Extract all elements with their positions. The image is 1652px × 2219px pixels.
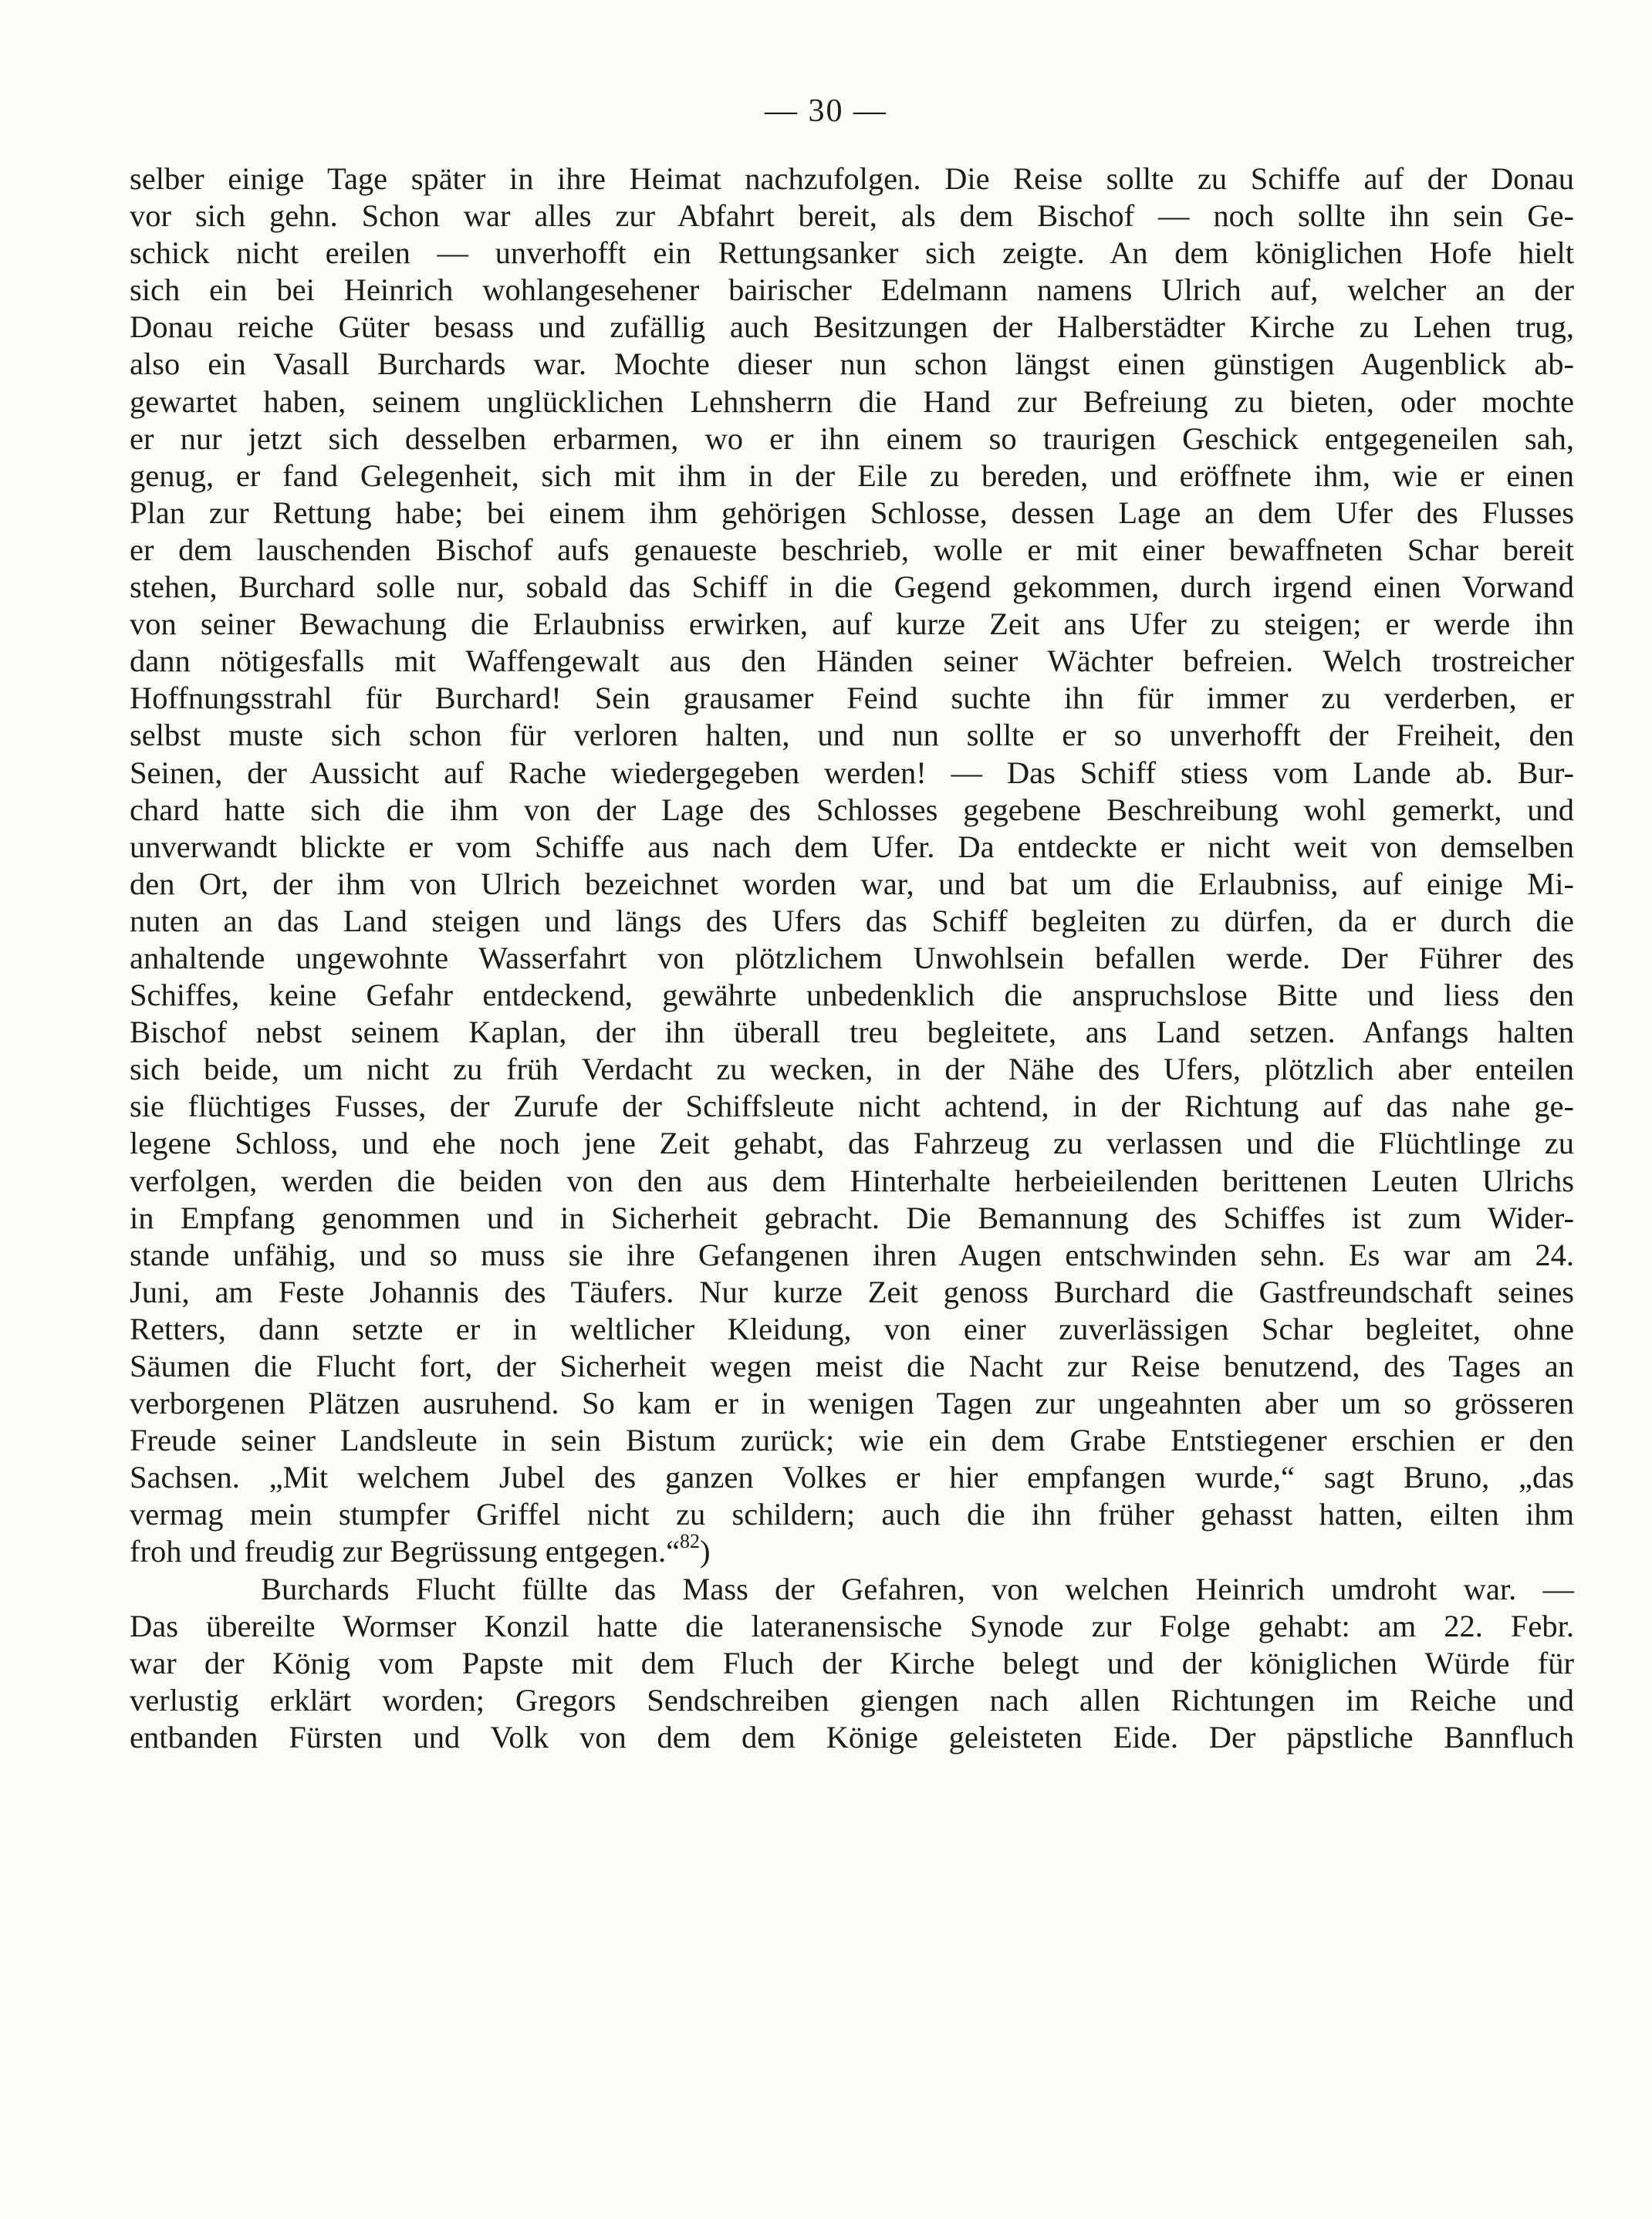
text-line: legene Schloss, und ehe noch jene Zeit gehabt, das Fahrzeug zu verlassen und die Flüchtlinge zu [130,1126,1574,1161]
text-line: in Empfang genommen und in Sicherheit gebracht. Die Bemannung des Schiffes ist zum Wider- [130,1200,1574,1235]
text-line: verborgenen Plätzen ausruhend. So kam er in wenigen Tagen zur ungeahnten aber um so grösseren [130,1386,1574,1421]
text-line: stehen, Burchard solle nur, sobald das Schiff in die Gegend gekommen, durch irgend einen Vorwand [130,569,1574,605]
body-text [130,160,1574,1756]
paragraph-2 [130,1571,1574,1756]
text-line: sich ein bei Heinrich wohlangesehener bairischer Edelmann namens Ulrich auf, welcher an der [130,272,1574,308]
text-line: Juni, am Feste Johannis des Täufers. Nur kurze Zeit genoss Burchard die Gastfreundschaft seines [130,1274,1574,1309]
text-line: er dem lauschenden Bischof aufs genaueste beschrieb, wolle er mit einer bewaffneten Schar bereit [130,532,1574,567]
text-line: war der König vom Papste mit dem Fluch der Kirche belegt und der königlichen Würde für [130,1645,1574,1680]
text-line: genug, er fand Gelegenheit, sich mit ihm in der Eile zu bereden, und eröffnete ihm, wie er einen [130,458,1574,493]
paragraph-1 [130,160,1574,1571]
footnote-reference: 82 [680,1529,701,1552]
text-line: vor sich gehn. Schon war alles zur Abfahrt bereit, als dem Bischof — noch sollte ihn sein Ge- [130,198,1574,234]
text-line: Sachsen. „Mit welchem Jubel des ganzen Volkes er hier empfangen wurde,“ sagt Bruno, „das [130,1460,1574,1495]
text-line-content: froh und freudig zur Begrüssung entgegen.“ [130,1534,681,1569]
text-line: Hoffnungsstrahl für Burchard! Sein grausamer Feind suchte ihn für immer zu verderben, er [130,681,1574,716]
text-line: Plan zur Rettung habe; bei einem ihm gehörigen Schlosse, dessen Lage an dem Ufer des Flusses [130,495,1574,530]
text-line: Retters, dann setzte er in weltlicher Kleidung, von einer zuverlässigen Schar begleitet, ohne [130,1311,1574,1346]
text-line: entbanden Fürsten und Volk von dem dem Könige geleisteten Eide. Der päpstliche Bannfluch [130,1719,1574,1755]
text-line: chard hatte sich die ihm von der Lage des Schlosses gegebene Beschreibung wohl gemerkt, und [130,792,1574,827]
text-line: Das übereilte Wormser Konzil hatte die lateranensische Synode zur Folge gehabt: am 22. Febr. [130,1608,1574,1643]
text-line: dann nötigesfalls mit Waffengewalt aus den Händen seiner Wächter befreien. Welch trostreicher [130,643,1574,679]
page-number: — 30 — [765,93,887,129]
text-line: Säumen die Flucht fort, der Sicherheit wegen meist die Nacht zur Reise benutzend, des Tages an [130,1349,1574,1383]
text-line: stande unfähig, und so muss sie ihre Gefangenen ihren Augen entschwinden sehn. Es war am 24. [130,1237,1574,1272]
text-line: er nur jetzt sich desselben erbarmen, wo er ihn einem so traurigen Geschick entgegeneilen sah, [130,420,1574,456]
text-line: nuten an das Land steigen und längs des Ufers das Schiff begleiten zu dürfen, da er durch die [130,903,1574,938]
text-line-last [130,1529,1574,1570]
text-line: selbst muste sich schon für verloren halten, und nun sollte er so unverhofft der Freiheit, den [130,718,1574,753]
text-line: also ein Vasall Burchards war. Mochte dieser nun schon längst einen günstigen Augenblick ab- [130,346,1574,382]
text-line: schick nicht ereilen — unverhofft ein Rettungsanker sich zeigte. An dem königlichen Hofe hielt [130,235,1574,271]
footnote-close: ) [700,1534,711,1569]
text-line: Donau reiche Güter besass und zufällig auch Besitzungen der Halberstädter Kirche zu Lehen trug, [130,309,1574,345]
text-line: sie flüchtiges Fusses, der Zurufe der Schiffsleute nicht achtend, in der Richtung auf das nahe ge- [130,1089,1574,1124]
text-line: Bischof nebst seinem Kaplan, der ihn überall treu begleitete, ans Land setzen. Anfangs halten [130,1015,1574,1050]
text-line: verfolgen, werden die beiden von den aus dem Hinterhalte herbeieilenden berittenen Leuten Ulrichs [130,1163,1574,1198]
text-line: vermag mein stumpfer Griffel nicht zu schildern; auch die ihn früher gehasst hatten, eilten ihm [130,1497,1574,1532]
text-line: gewartet haben, seinem unglücklichen Lehnsherrn die Hand zur Befreiung zu bieten, oder mochte [130,383,1574,419]
text-line: unverwandt blickte er vom Schiffe aus nach dem Ufer. Da entdeckte er nicht weit von demselben [130,829,1574,864]
text-line: Seinen, der Aussicht auf Rache wiedergegeben werden! — Das Schiff stiess vom Lande ab. Bur- [130,755,1574,790]
text-line: von seiner Bewachung die Erlaubniss erwirken, auf kurze Zeit ans Ufer zu steigen; er werde ihn [130,606,1574,642]
text-line-indented: Burchards Flucht füllte das Mass der Gefahren, von welchen Heinrich umdroht war. — [261,1571,1574,1606]
text-line: sich beide, um nicht zu früh Verdacht zu wecken, in der Nähe des Ufers, plötzlich aber enteilen [130,1052,1574,1087]
text-line: den Ort, der ihm von Ulrich bezeichnet worden war, und bat um die Erlaubniss, auf einige Mi- [130,866,1574,901]
text-line: Freude seiner Landsleute in sein Bistum zurück; wie ein dem Grabe Entstiegener erschien er den [130,1423,1574,1458]
text-line: Schiffes, keine Gefahr entdeckend, gewährte unbedenklich die anspruchslose Bitte und liess den [130,978,1574,1013]
text-line: selber einige Tage später in ihre Heimat nachzufolgen. Die Reise sollte zu Schiffe auf der Donau [130,161,1574,196]
text-line: verlustig erklärt worden; Gregors Sendschreiben giengen nach allen Richtungen im Reiche und [130,1682,1574,1717]
text-line: anhaltende ungewohnte Wasserfahrt von plötzlichem Unwohlsein befallen werde. Der Führer des [130,940,1574,975]
